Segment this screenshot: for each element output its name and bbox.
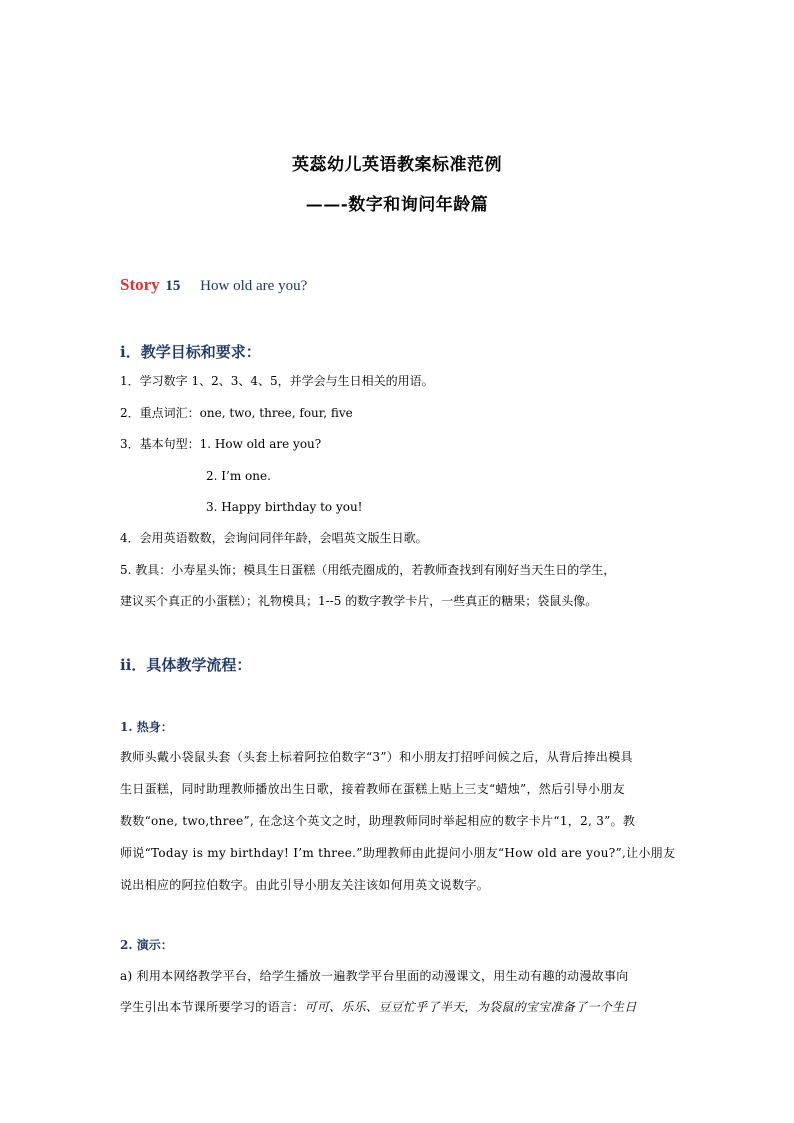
section-objectives-heading: ⅰ．教学目标和要求： — [120, 343, 261, 361]
warmup-line-1: 教师头戴小袋鼠头套（头套上标着阿拉伯数字“3”）和小朋友打招呼问候之后，从背后捧出模具 — [120, 750, 633, 764]
demo-line-2-italic: 可可、乐乐、豆豆忙乎了半天，为袋鼠的宝宝准备了一个生日 — [304, 1000, 637, 1014]
objective-item-5: 5. 教具：小寿星头饰；模具生日蛋糕（用纸壳圈成的，若教师查找到有刚好当天生日的学生， — [120, 563, 616, 577]
sentence-pattern-3: 3. Happy birthday to you! — [206, 500, 363, 514]
demo-line-2 — [120, 998, 637, 1015]
step-warmup-heading: 1. 热身： — [120, 720, 173, 734]
warmup-line-2: 生日蛋糕，同时助理教师播放出生日歌，接着教师在蛋糕上贴上三支“蜡烛”，然后引导小朋友 — [120, 782, 625, 796]
objective-item-4: 4．会用英语数数，会询问同伴年龄，会唱英文版生日歌。 — [120, 531, 428, 545]
objective-item-5-continued: 建议买个真正的小蛋糕）；礼物模具；1--5 的数字教学卡片，一些真正的糖果；袋鼠头像。 — [120, 594, 598, 608]
warmup-line-5: 说出相应的阿拉伯数字。由此引导小朋友关注该如何用英文说数字。 — [120, 878, 490, 892]
objective-item-1: 1．学习数字 1、2、3、4、5，并学会与生日相关的用语。 — [120, 374, 434, 388]
warmup-line-4: 师说“Today is my birthday! I’m three.”助理教师由此提问小朋友“How old are you?”,让小朋友 — [120, 846, 676, 860]
section-process-heading: ⅱ．具体教学流程： — [120, 656, 252, 674]
warmup-line-3: 数数“one, two,three”, 在念这个英文之时，助理教师同时举起相应的数字卡片“1，2, 3”。教 — [120, 814, 636, 828]
objective-item-3: 3．基本句型：1. How old are you? — [120, 437, 322, 451]
story-label: Story — [120, 275, 160, 294]
document-subtitle: ——-数字和询问年龄篇 — [305, 195, 489, 215]
story-heading — [120, 275, 307, 295]
story-number: 15 — [165, 278, 181, 294]
document-title: 英蕊幼儿英语教案标准范例 — [292, 155, 502, 175]
demo-line-1: a) 利用本网络教学平台，给学生播放一遍教学平台里面的动漫课文，用生动有趣的动漫故事向 — [120, 969, 629, 983]
demo-line-2-normal: 学生引出本节课所要学习的语言： — [120, 1000, 305, 1014]
objective-item-2: 2．重点词汇：one, two, three, four, five — [120, 406, 353, 420]
story-title: How old are you? — [200, 278, 308, 294]
step-demo-heading: 2. 演示： — [120, 938, 173, 952]
sentence-pattern-2: 2. I’m one. — [206, 469, 271, 483]
